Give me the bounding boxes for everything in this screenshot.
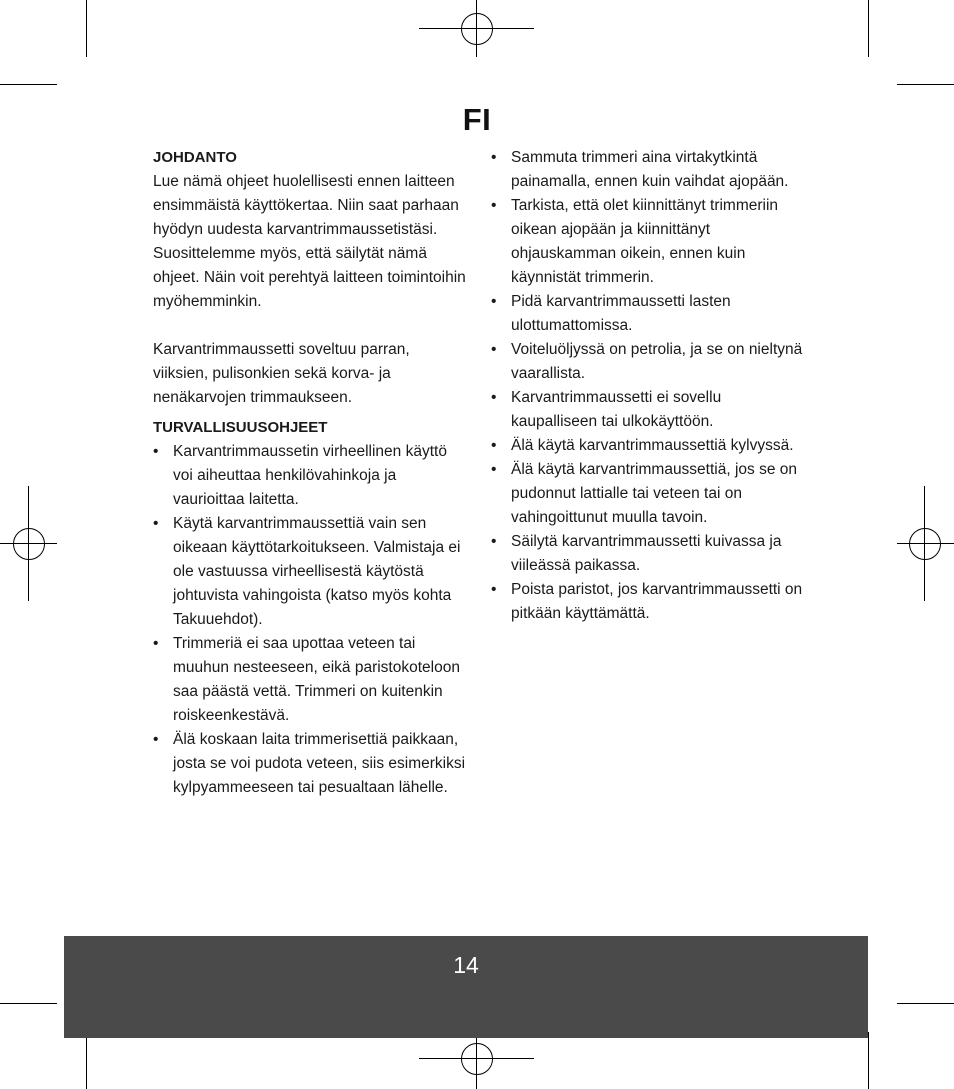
intro-paragraph: Lue nämä ohjeet huolellisesti ennen laitteen ensimmäistä käyttökertaa. Niin saat parhaan hyödyn uudesta karvantrimmaussetistäsi. Suosittelemme myös, että säilytät nämä ohjeet. Näin voit perehtyä laitteen toimintoihin myöhemminkin. (153, 173, 466, 310)
list-item (491, 530, 811, 578)
crop-mark (86, 1032, 87, 1089)
list-item (491, 434, 811, 458)
list-item-text: Voiteluöljyssä on petrolia, ja se on nieltynä vaarallista. (511, 341, 803, 382)
safety-list (153, 440, 468, 800)
list-item (491, 338, 811, 386)
list-item (491, 146, 811, 194)
registration-circle (461, 13, 493, 45)
intro-paragraph: Karvantrimmaussetti soveltuu parran, viiksien, pulisonkien sekä korva- ja nenäkarvojen trimmaukseen. (153, 341, 410, 406)
footer-bar (64, 936, 868, 1038)
list-item-text: Tarkista, että olet kiinnittänyt trimmeriin oikean ajopään ja kiinnittänyt ohjauskamman oikein, ennen kuin käynnistät trimmerin. (511, 197, 779, 286)
registration-circle (461, 1043, 493, 1075)
left-column (153, 146, 468, 800)
list-item (491, 194, 811, 290)
bullet: • (153, 731, 159, 748)
list-item-text: Älä käytä karvantrimmaussettiä kylvyssä. (511, 437, 794, 454)
crop-mark (897, 84, 954, 85)
list-item (153, 512, 468, 632)
list-item-text: Sammuta trimmeri aina virtakytkintä painamalla, ennen kuin vaihdat ajopään. (511, 149, 789, 190)
crop-mark (86, 0, 87, 57)
list-item (491, 578, 811, 626)
crop-mark (868, 1032, 869, 1089)
bullet: • (491, 389, 497, 406)
right-column (491, 146, 811, 626)
language-code: FI (462, 102, 492, 137)
crop-mark (868, 0, 869, 57)
intro-heading: JOHDANTO (153, 149, 237, 166)
list-item-text: Pidä karvantrimmaussetti lasten ulottumattomissa. (511, 293, 731, 334)
bullet: • (491, 581, 497, 598)
list-item-text: Poista paristot, jos karvantrimmaussetti on pitkään käyttämättä. (511, 581, 803, 622)
bullet: • (491, 149, 497, 166)
safety-heading: TURVALLISUUSOHJEET (153, 419, 328, 436)
registration-circle (909, 528, 941, 560)
list-item-text: Käytä karvantrimmaussettiä vain sen oikeaan käyttötarkoitukseen. Valmistaja ei ole vastuussa virheellisestä käytöstä johtuvista vahingoista (katso myös kohta Takuuehdot). (173, 515, 461, 628)
page-number: 14 (453, 952, 479, 978)
bullet: • (153, 443, 159, 460)
list-item-text: Älä käytä karvantrimmaussettiä, jos se on pudonnut lattialle tai veteen tai on vahingoittunut muulla tavoin. (511, 461, 798, 526)
list-item-text: Säilytä karvantrimmaussetti kuivassa ja viileässä paikassa. (511, 533, 782, 574)
list-item (153, 440, 468, 512)
list-item-text: Karvantrimmaussetin virheellinen käyttö voi aiheuttaa henkilövahinkoja ja vaurioittaa laitetta. (173, 443, 447, 508)
list-item (491, 386, 811, 434)
list-item-text: Älä koskaan laita trimmerisettiä paikkaan, josta se voi pudota veteen, siis esimerkiksi kylpyammeeseen tai pesualtaan lähelle. (173, 731, 466, 796)
list-item-text: Trimmeriä ei saa upottaa veteen tai muuhun nesteeseen, eikä paristokoteloon saa päästä vettä. Trimmeri on kuitenkin roiskeenkestävä. (173, 635, 460, 724)
crop-mark (897, 1003, 954, 1004)
crop-mark (0, 1003, 57, 1004)
bullet: • (153, 635, 159, 652)
list-item (153, 632, 468, 728)
bullet: • (153, 515, 159, 532)
crop-mark (0, 84, 57, 85)
list-item (491, 458, 811, 530)
bullet: • (491, 437, 497, 454)
list-item-text: Karvantrimmaussetti ei sovellu kaupalliseen tai ulkokäyttöön. (511, 389, 722, 430)
bullet: • (491, 461, 497, 478)
bullet: • (491, 533, 497, 550)
bullet: • (491, 341, 497, 358)
list-item (153, 728, 468, 800)
registration-circle (13, 528, 45, 560)
list-item (491, 290, 811, 338)
safety-list-continued (491, 146, 811, 626)
bullet: • (491, 293, 497, 310)
bullet: • (491, 197, 497, 214)
